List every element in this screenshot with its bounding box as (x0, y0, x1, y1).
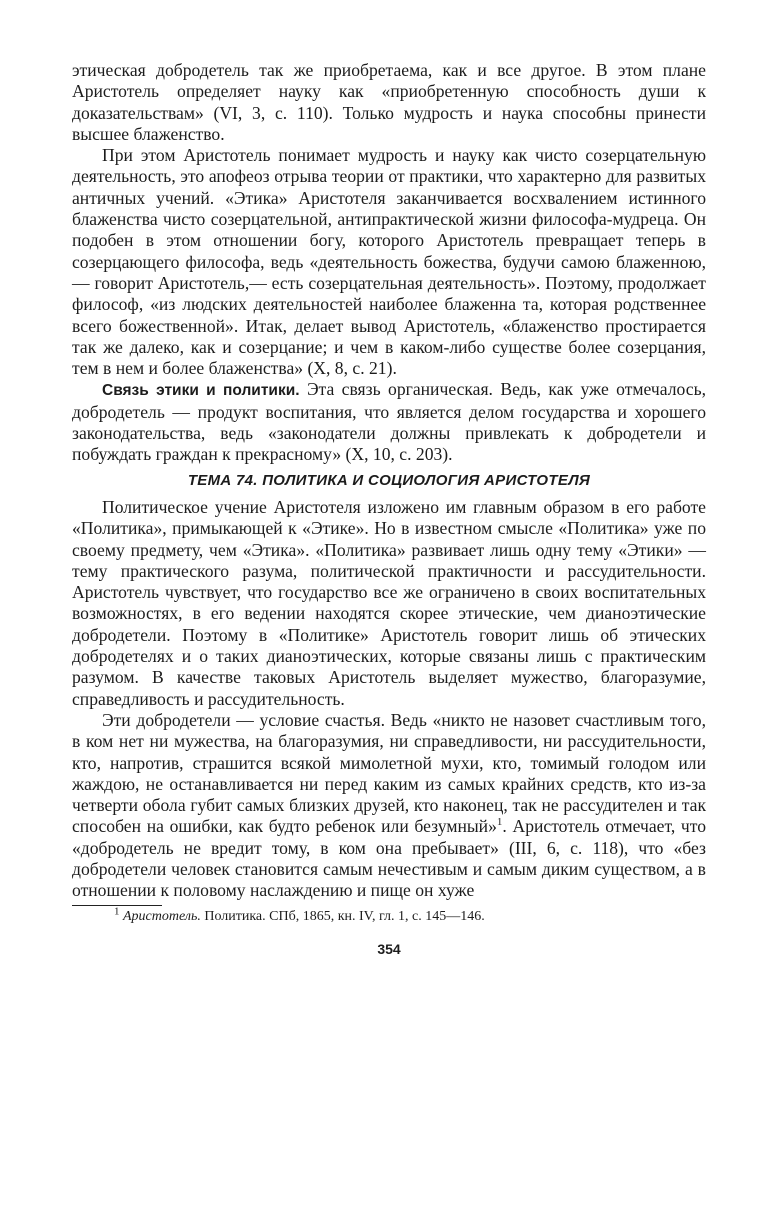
paragraph-2: При этом Аристотель понимает мудрость и науку как чисто созерцательную деятельность, это апофеоз отрыва теории от практики, что характерно для развитых античных учений. «Этика» Аристотеля заканчивается восхвалением истинного блаженства чисто созерцательной, антипрактической жизни философа-мудреца. Он подобен в этом отношении богу, которого Аристотель превращает теперь в созерцающего философа, ведь «деятельность божества, будучи самою блаженною,— говорит Аристотель,— есть созерцательная деятельность». Поэтому, продолжает философ, «из людских деятельностей наиболее блаженна та, которая родственнее всего божественной». Итак, делает вывод Аристотель, «блаженство простирается так же далеко, как и созерцание; и чем в каком-либо существе более созерцания, тем в нем и более блаженства» (X, 8, с. 21). (72, 145, 706, 379)
footnote (72, 904, 706, 925)
paragraph-5-text-a: Эти добродетели — условие счастья. Ведь «никто не назовет счастливым того, в ком нет ни мужества, на благоразумия, ни справедливости, ни рассудительности, кто, напротив, страшится всякой мимолетной мухи, кто, томимый голодом или жаждою, не останавливается ни перед каким из самых крайних средств, кто из-за четверти обола губит самых близких друзей, кто наконец, так не рассудителен и так способен на ошибки, как будто ребенок или безумный» (72, 709, 706, 837)
paragraph-5 (72, 710, 706, 902)
footnote-number: 1 (114, 904, 120, 917)
footnote-ref: 1 (496, 816, 503, 829)
paragraph-1: этическая добродетель так же приобретаема, как и все другое. В этом плане Аристотель определяет науку как «приобретенную способность души к доказательствам» (VI, 3, с. 110). Только мудрость и наука способны принести высшее блаженство. (72, 60, 706, 144)
paragraph-4: Политическое учение Аристотеля изложено им главным образом в его работе «Политика», примыкающей к «Этике». Но в известном смысле «Политика» уже по своему предмету, чем «Этика». «Политика» развивает лишь одну тему «Этики» — тему практического разума, политической практичности и рассудительности. Аристотель чувствует, что государство все же ограничено в своих воспитательных возможностях, в его ведении находятся скорее этические, чем дианоэтические добродетели. Поэтому в «Политике» Аристотель говорит лишь об этических добродетелях и о таких дианоэтических, которые связаны лишь с практическим разумом. В качестве таковых Аристотель выделяет мужество, благоразумие, справедливость и рассудительность. (72, 496, 706, 709)
theme-heading: ТЕМА 74. ПОЛИТИКА И СОЦИОЛОГИЯ АРИСТОТЕЛЯ (187, 471, 591, 489)
paragraph-3 (72, 379, 706, 465)
paragraph-3-text: Эта связь органическая. Ведь, как уже отмечалось, добродетель — продукт воспитания, что является делом государства и хорошего законодательства, ведь «законодатели должны привлекать к добродетели и побуждать граждан к прекрасному» (X, 10, с. 203). (72, 379, 706, 465)
paragraph-5-text-b: . Аристотель отмечает, что «добродетель не вредит тому, в ком она пребывает» (III, 6, с. 118), что «без добродетели человек становится самым нечестивым и самым диким существом, а в отношении к половому наслаждению и пище он хуже (72, 816, 707, 901)
footnote-author: Аристотель. (123, 908, 201, 924)
section-lead: Связь этики и политики. (102, 382, 300, 400)
page (72, 60, 706, 960)
page-number: 354 (377, 940, 401, 957)
footnote-text: Политика. СПб, 1865, кн. IV, гл. 1, с. 145—146. (200, 908, 485, 924)
